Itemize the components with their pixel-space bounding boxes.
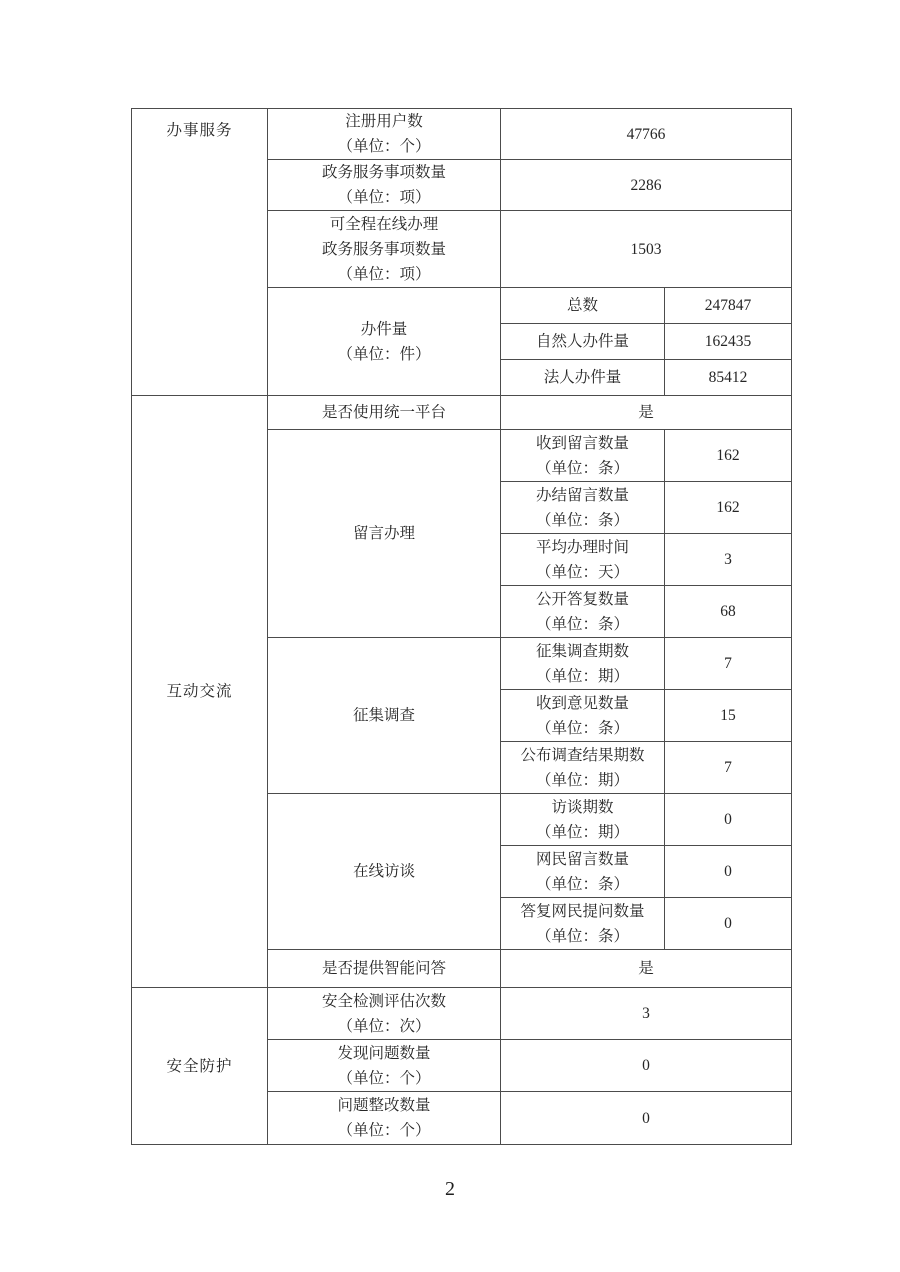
subvalue-cell: 0 — [665, 898, 792, 950]
page-number: 2 — [445, 1178, 455, 1200]
subitem-label: 网民留言数量 — [535, 850, 629, 868]
subvalue-cell: 162 — [665, 482, 792, 534]
item-label: 发现问题数量 — [337, 1044, 431, 1062]
item-cell — [268, 211, 501, 288]
value-cell: 0 — [501, 1092, 792, 1145]
item-unit: （单位：件） — [337, 345, 431, 363]
item-unit: （单位：个） — [337, 138, 431, 155]
item-label: 政务服务事项数量 — [321, 164, 446, 181]
subitem-cell: 总数 — [501, 288, 665, 324]
item-cell-liuyanbanli: 留言办理 — [268, 430, 501, 638]
subvalue-cell: 68 — [665, 586, 792, 638]
value-cell: 是 — [501, 396, 792, 430]
subitem-label: 答复网民提问数量 — [520, 902, 645, 920]
subitem-unit: （单位：期） — [535, 667, 629, 685]
subitem-cell — [501, 638, 665, 690]
value-cell: 是 — [501, 950, 792, 988]
subitem-unit: （单位：条） — [535, 615, 629, 633]
subitem-label: 收到意见数量 — [535, 694, 629, 712]
category-cell-anquan: 安全防护 — [132, 988, 268, 1145]
value-cell: 1503 — [501, 211, 792, 288]
subitem-unit: （单位：期） — [535, 823, 629, 841]
subitem-cell — [501, 690, 665, 742]
value-cell: 2286 — [501, 160, 792, 211]
subitem-label: 公开答复数量 — [535, 590, 629, 608]
item-label: 问题整改数量 — [337, 1097, 431, 1114]
subitem-unit: （单位：期） — [535, 771, 629, 789]
item-label: 注册用户数 — [345, 113, 423, 130]
item-cell — [268, 988, 501, 1040]
item-cell: 是否提供智能问答 — [268, 950, 501, 988]
item-cell-zaixianfangtan: 在线访谈 — [268, 794, 501, 950]
subitem-unit: （单位：条） — [535, 875, 629, 893]
subvalue-cell: 3 — [665, 534, 792, 586]
item-label-line2: 政务服务事项数量 — [321, 240, 446, 258]
subitem-label: 收到留言数量 — [535, 434, 629, 452]
item-cell — [268, 109, 501, 160]
item-cell — [268, 1040, 501, 1092]
item-cell-zhengjidiaocha: 征集调查 — [268, 638, 501, 794]
item-label: 可全程在线办理 — [329, 215, 439, 233]
subvalue-cell: 85412 — [665, 360, 792, 396]
subitem-label: 公布调查结果期数 — [520, 746, 645, 764]
item-unit: （单位：项） — [337, 265, 431, 283]
subitem-unit: （单位：条） — [535, 719, 629, 737]
subitem-unit: （单位：天） — [535, 563, 629, 581]
subvalue-cell: 162435 — [665, 324, 792, 360]
subitem-unit: （单位：条） — [535, 927, 629, 945]
subitem-cell — [501, 742, 665, 794]
subitem-label: 办结留言数量 — [535, 486, 629, 504]
subitem-label: 平均办理时间 — [535, 538, 629, 556]
item-unit: （单位：次） — [337, 1017, 431, 1035]
item-unit: （单位：个） — [337, 1122, 431, 1139]
item-unit: （单位：个） — [337, 1069, 431, 1087]
item-cell — [268, 1092, 501, 1145]
subvalue-cell: 15 — [665, 690, 792, 742]
statistics-table — [131, 108, 792, 1145]
subitem-cell — [501, 534, 665, 586]
category-cell-banshi: 办事服务 — [132, 109, 268, 396]
subitem-cell — [501, 430, 665, 482]
subitem-cell: 自然人办件量 — [501, 324, 665, 360]
value-cell: 47766 — [501, 109, 792, 160]
subvalue-cell: 0 — [665, 794, 792, 846]
value-cell: 0 — [501, 1040, 792, 1092]
value-cell: 3 — [501, 988, 792, 1040]
subitem-label: 征集调查期数 — [535, 642, 629, 660]
subitem-cell — [501, 794, 665, 846]
item-cell-banjianliang — [268, 288, 501, 396]
subitem-label: 访谈期数 — [551, 798, 614, 816]
item-cell: 是否使用统一平台 — [268, 396, 501, 430]
subvalue-cell: 7 — [665, 742, 792, 794]
item-label: 安全检测评估次数 — [321, 992, 446, 1010]
subitem-unit: （单位：条） — [535, 459, 629, 477]
subitem-unit: （单位：条） — [535, 511, 629, 529]
subitem-cell — [501, 482, 665, 534]
subitem-cell — [501, 846, 665, 898]
category-cell-hudong: 互动交流 — [132, 396, 268, 988]
subvalue-cell: 162 — [665, 430, 792, 482]
item-unit: （单位：项） — [337, 189, 431, 206]
subitem-cell — [501, 586, 665, 638]
subvalue-cell: 0 — [665, 846, 792, 898]
item-cell — [268, 160, 501, 211]
subitem-cell — [501, 898, 665, 950]
subvalue-cell: 7 — [665, 638, 792, 690]
subitem-cell: 法人办件量 — [501, 360, 665, 396]
item-label: 办件量 — [360, 320, 408, 338]
subvalue-cell: 247847 — [665, 288, 792, 324]
